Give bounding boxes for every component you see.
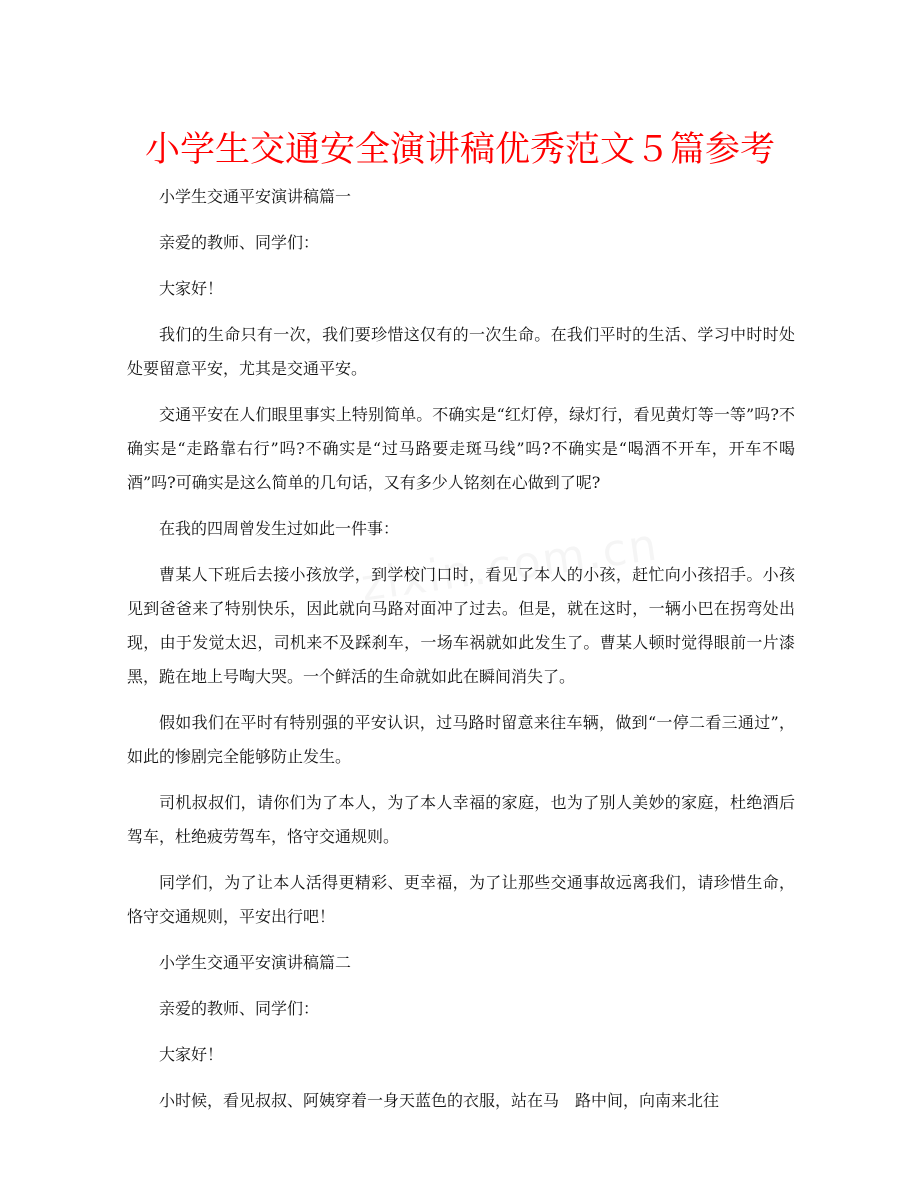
body-paragraph: 司机叔叔们，请你们为了本人，为了本人幸福的家庭，也为了别人美妙的家庭，杜绝酒后驾车，杜绝疲劳驾车，恪守交通规则。 (127, 793, 795, 846)
body-paragraph: 曹某人下班后去接小孩放学，到学校门口时，看见了本人的小孩，赶忙向小孩招手。小孩见到爸爸来了特别快乐，因此就向马路对面冲了过去。但是，就在这时，一辆小巴在拐弯处出现，由于发觉太迟，司机来不及踩刹车，一场车祸就如此发生了。曹某人顿时觉得眼前一片漆黑，跪在地上号啕大哭。一个鲜活的生命就如此在瞬间消失了。 (127, 565, 795, 686)
body-paragraph: 假如我们在平时有特别强的平安认识，过马路时留意来往车辆，做到“一停二看三通过”，如此的惨剧完全能够防止发生。 (127, 713, 795, 766)
greeting: 大家好！ (159, 1045, 224, 1064)
body-paragraph: 在我的四周曾发生过如此一件事： (159, 519, 400, 538)
salutation: 亲爱的教师、同学们： (159, 999, 320, 1018)
greeting: 大家好！ (159, 279, 224, 298)
document-body (127, 180, 795, 1118)
document-title: 小学生交通安全演讲稿优秀范文５篇参考 (144, 130, 775, 170)
salutation: 亲爱的教师、同学们： (159, 233, 320, 252)
body-paragraph: 同学们，为了让本人活得更精彩、更幸福，为了让那些交通事故远离我们，请珍惜生命，恪守交通规则，平安出行吧！ (127, 873, 795, 926)
body-paragraph: 交通平安在人们眼里事实上特别简单。不确实是“红灯停，绿灯行，看见黄灯等一等”吗?不确实是“走路靠右行”吗?不确实是“过马路要走斑马线”吗?不确实是“喝酒不开车，开车不喝酒”吗?可确实是这么简单的几句话，又有多少人铭刻在心做到了呢? (127, 405, 795, 492)
section-heading: 小学生交通平安演讲稿篇一 (159, 187, 352, 206)
body-paragraph: 我们的生命只有一次，我们要珍惜这仅有的一次生命。在我们平时的生活、学习中时时处处要留意平安，尤其是交通平安。 (127, 325, 795, 378)
section-heading: 小学生交通平安演讲稿篇二 (159, 953, 352, 972)
body-paragraph: 小时候，看见叔叔、阿姨穿着一身天蓝色的衣服，站在马 路中间，向南来北往 (159, 1091, 720, 1110)
